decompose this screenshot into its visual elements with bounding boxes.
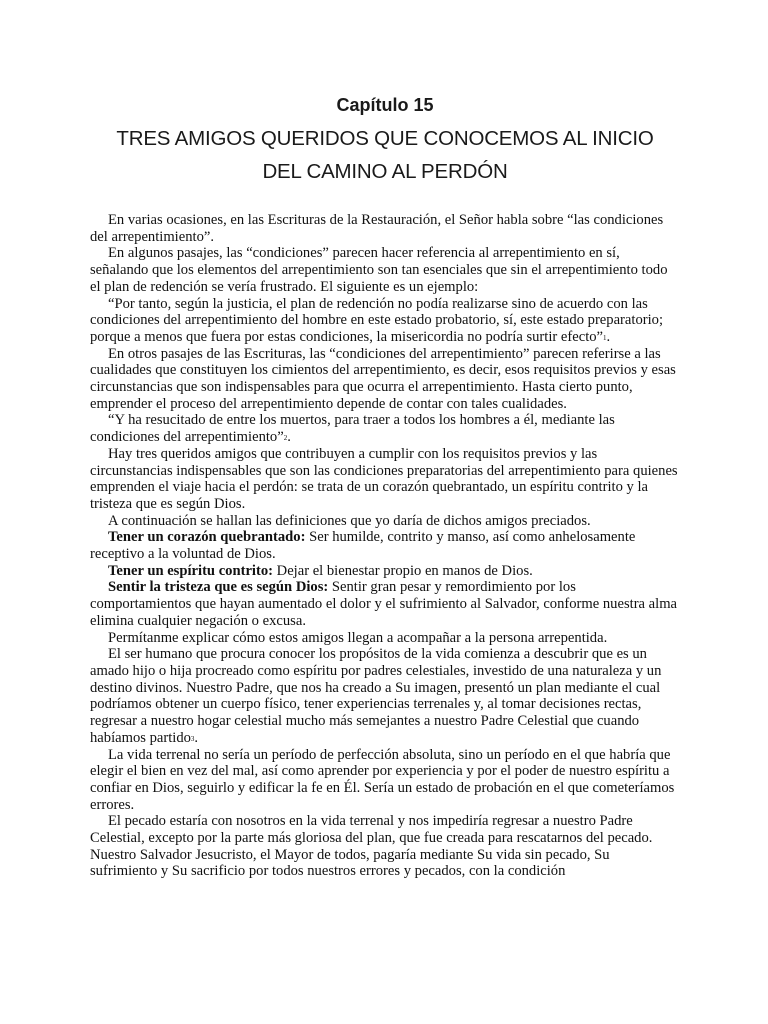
quote-end: . [606, 328, 611, 345]
paragraph-5-quote [90, 412, 680, 445]
paragraph-3-quote [90, 296, 680, 346]
paragraph-10: La vida terrenal no sería un período de perfección absoluta, sino un período en el que habría que elegir el bien en vez del mal, así como aprender por experiencia y por el poder de nuestro espíritu a confiar en Dios, seguirlo y edificar la fe en Él. Sería un estado de probación en el que cometeríamos errores. [90, 746, 675, 813]
definition-broken-heart [90, 529, 680, 562]
definition-term: Tener un espíritu contrito: [108, 562, 273, 579]
chapter-title-line-2: DEL CAMINO AL PERDÓN [262, 160, 508, 183]
paragraph-6: Hay tres queridos amigos que contribuyen a cumplir con los requisitos previos y las circunstancias indispensables que son las condiciones preparatorias del arrepentimiento para quienes emprenden el viaje hacia el perdón: se trata de un corazón quebrantado, un espíritu contrito y la tristeza que es según Dios. [90, 445, 678, 512]
definition-text: Ser humilde, contrito y manso, así como anhelosamente receptivo a la voluntad de Dios. [90, 529, 636, 563]
chapter-label: Capítulo 15 [336, 95, 434, 115]
quote-text: “Por tanto, según la justicia, el plan de redención no podía realizarse sino de acuerdo con las condiciones del arrepentimiento del hombre en este estado probatorio, sí, este estado preparatorio; porque a menos que fuera por estas condiciones, la misericordia no podría surtir efecto” [90, 295, 664, 345]
definition-godly-sorrow [90, 579, 680, 629]
chapter-title [90, 122, 680, 188]
footnote-ref-2[interactable]: 2 [283, 434, 288, 443]
footnote-ref-3[interactable]: 3 [190, 734, 195, 743]
footnote-ref-1[interactable]: 1 [603, 333, 607, 342]
definition-contrite-spirit [90, 563, 680, 580]
paragraph-9 [90, 646, 680, 746]
definition-text: Dejar el bienestar propio en manos de Dios. [273, 562, 533, 579]
quote-text: “Y ha resucitado de entre los muertos, para traer a todos los hombres a él, mediante las condiciones del arrepentimiento” [90, 412, 615, 446]
quote-end: . [287, 429, 291, 446]
paragraph-7: A continuación se hallan las definiciones que yo daría de dichos amigos preciados. [108, 512, 591, 529]
chapter-title-line-1: TRES AMIGOS QUERIDOS QUE CONOCEMOS AL INICIO [116, 127, 654, 150]
paragraph-4: En otros pasajes de las Escrituras, las “condiciones del arrepentimiento” parecen referirse a las cualidades que constituyen los cimientos del arrepentimiento, es decir, esos requisitos previos y esas circunstancias que son indispensables para que ocurra el arrepentimiento. Hasta cierto punto, emprender el proceso del arrepentimiento depende de contar con tales cualidades. [90, 345, 676, 412]
paragraph-text: El ser humano que procura conocer los propósitos de la vida comienza a descubrir que es un amado hijo o hija procreado como espíritu por padres celestiales, investido de una naturaleza y un destino divinos. Nuestro Padre, que nos ha creado a Su imagen, presentó un plan mediante el cual podríamos obtener un cuerpo físico, tener experiencias terrenales y, al tomar decisiones rectas, regresar a nuestro hogar celestial mucho más semejantes a nuestro Padre Celestial que cuando habíamos partido [90, 646, 662, 746]
paragraph-1: En varias ocasiones, en las Escrituras de la Restauración, el Señor habla sobre “las condiciones del arrepentimiento”. [90, 212, 664, 245]
definition-term: Tener un corazón quebrantado: [108, 529, 306, 546]
paragraph-end: . [194, 729, 199, 746]
chapter-body [90, 212, 680, 880]
paragraph-8: Permítanme explicar cómo estos amigos llegan a acompañar a la persona arrepentida. [108, 629, 608, 646]
paragraph-2: En algunos pasajes, las “condiciones” parecen hacer referencia al arrepentimiento en sí, señalando que los elementos del arrepentimiento son tan esenciales que sin el arrepentimiento todo el plan de redención se vería frustrado. El siguiente es un ejemplo: [90, 245, 668, 295]
definition-term: Sentir la tristeza que es según Dios: [108, 579, 329, 596]
paragraph-11: El pecado estaría con nosotros en la vida terrenal y nos impediría regresar a nuestro Padre Celestial, excepto por la parte más gloriosa del plan, que fue creada para rescatarnos del pecado. Nuestro Salvador Jesucristo, el Mayor de todos, pagaría mediante Su vida sin pecado, Su sufrimiento y Su sacrificio por todos nuestros errores y pecados, con la condición [90, 813, 653, 880]
definition-text: Sentir gran pesar y remordimiento por los comportamientos que hayan aumentado el dolor y el sufrimiento al Salvador, conforme nuestra alma elimina cualquier negación o excusa. [90, 579, 678, 629]
